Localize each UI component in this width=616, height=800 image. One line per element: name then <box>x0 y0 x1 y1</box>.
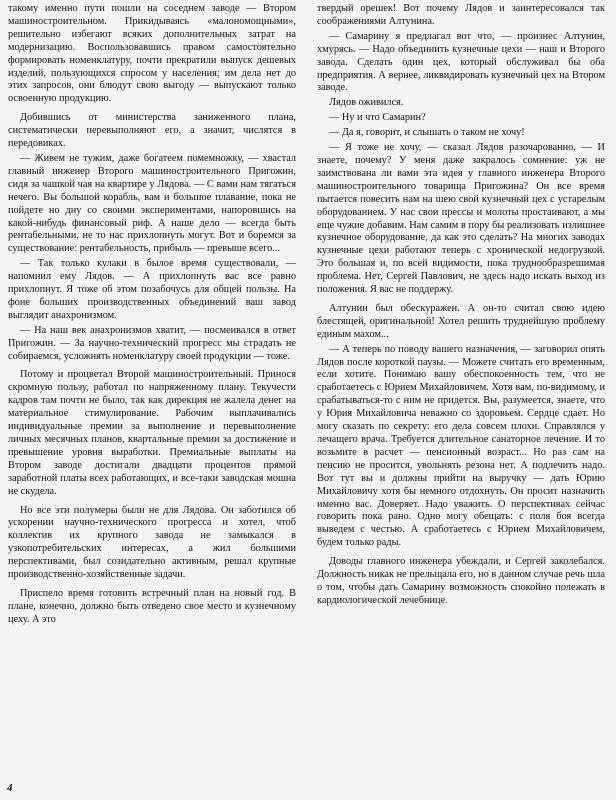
paragraph: — Живем не тужим, даже богатеем помемножку, — хвастал главный инженер Второго машиностроительного Пригожин, сидя за чашкой чая на квартире у Лядова. — С вами нам тягаться нечего. Вы большой корабль, вам и большое плавание, пока не пойдете но дну со своими экспериментами, напоровшись на какой-нибудь финансовый риф. А наше дело — всегда быть рентабельными, не то нас прихлопнуть могут. Вот и боремся за существование: рентабельность, прибыль — превыше всего... <box>8 152 296 255</box>
paragraph: — Ну и что Самарин? <box>329 112 426 124</box>
paragraph: Доводы главного инженера убеждали, и Сергей заколебался. Должность никак не прельщала его, но в данном случае речь шла о том, чтобы дать Самарину возможность спокойно полежать в кардиологической лечебнице. <box>317 556 605 606</box>
paragraph: Добившись от министерства заниженного плана, систематически перевыполняют его, а значит, числятся в передовиках. <box>8 112 296 150</box>
paragraph: Потому и процветал Второй машиностроительный. Принося скромную пользу, работал по напряженному плану. Текучести кадров там почти не было, так как дирекция не жалела денег на материальное стимулирование. Рабочим выплачивались индивидуальные премии за выполнение и перевыполнение личных месячных планов, квартальные премии за достижение и превышение уровня выработки. Премиальные выплаты на Втором заводе достигали двадцати процентов прямой заработной платы всех работающих, и все-таки заводская мошна не скудела. <box>8 369 296 497</box>
paragraph: Но все эти полумеры были не для Лядова. Он заботился об ускорении научно-технического прогресса и хотел, чтоб коллектив их крупного завода не замыкался в узкопотребительских интересах, а жил большими перспективами, был созидательно активным, решал крупные производственно-хозяйственные задачи. <box>8 504 296 581</box>
paragraph: — На наш век анахронизмов хватит, — посмеивался в ответ Пригожин. — За научно-технический прогресс мы страдать не собираемся, усложнять номенклатуру своей продукции — тоже. <box>8 324 296 362</box>
paragraph: Приспело время готовить встречный план на новый год. В плане, конечно, должно быть отведено свое место и кузнечному цеху. А это <box>8 587 296 625</box>
left-column <box>8 3 296 629</box>
paragraph: — Самарину я предлагал вот что, — произнес Алтунин, хмурясь. — Надо объединить кузнечные цехи — наш и Второго завода. Сделать один цех, который обслуживал бы оба предприятия. А вернее, ликвидировать кузнечный цех на Втором заводе. <box>317 30 605 94</box>
right-column <box>317 3 605 610</box>
paragraph: — Так только кулаки в былое время существовали, — напомнил ему Лядов. — А прихлопнуть вас все равно прихлопнут. Я тоже об этом позабочусь для общей пользы. На фоне больших производственных объединений ваш завод выглядит анахронизмом. <box>8 258 296 321</box>
paragraph: такому именно пути пошли на соседнем заводе — Втором машиностроительном. Прикидываясь «малономощными», решительно избегают всяких дополнительных затрат на модернизацию. Воспользовавшись правом самостоятельно формировать номенклатуру, почти прекратили выпуск дешевых изделий, пользующихся спросом у населения; им дела нет до этих запросов, они блюдут свою выгоду — выпускают только освоенную продукцию. <box>8 3 296 105</box>
paragraph: Алтунин был обескуражен. А он-то считал свою идею блестящей, оригинальной! Хотел решить труднейшую проблему единым махом... <box>317 302 605 340</box>
paragraph: твердый орешек! Вот почему Лядов и заинтересовался так соображениями Алтунина. <box>317 3 605 27</box>
paragraph: — А теперь по поводу вашего назначения, — заговорил опять Лядов после короткой паузы. — Можете считать его временным, если хотите. Понимаю вашу обеспокоенность тем, что не сработаетесь с Юрием Михайловичем. Хотя вам, по-видимому, и срабатываться-то с ним не придется. Вы, разумеется, знаете, что у Юрия Михайловича неважно со здоровьем. Сердце сдает. Но могу сказать по секрету: его дела совсем плохи. Справлялся у лечащего врача. Требуется длительное санаторное лечение. И то возьмите в расчет — пенсионный возраст... Но раз сам на пенсию не просится, увольнять резона нет. А подлечить надо. Вот тут вы и должны прийти на выручку — дать Юрию Михайловичу хотя бы немного отдохнуть. Он просит назначить именно вас. Доверяет. Надо уважить. О перспективах сейчас говорить пока рано. Одно могу обещать: с поля боя всегда выведем с честью. А сработаетесь с Юрием Михайловичем, будем только рады. <box>317 343 605 549</box>
paragraph: Лядов оживился. <box>329 97 404 109</box>
paragraph: — Да я, говорит, и слышать о таком не хочу! <box>329 127 525 139</box>
paragraph: — Я тоже не хочу, — сказал Лядов разочарованно. — И знаете, почему? У меня даже закралось сомнение: уж не заимствована ли вами эта идея у главного инженера Второго машиностроительного товарища Пригожина? Он все время пытается повесить нам на шею свой кузнечный цех с устарелым оборудованием. У нас свои прессы и молоты простаивают, а мы еще чужие добавим. Нам самим в пору бы реализовать излишнее кузнечное оборудование, да как это сделать? На многих заводах кузнечные цехи работают теперь с хронической недогрузкой. Это большая и, по всей видимости, пока труднообразрешимая проблема. Нет, Сергей Павлович, не здесь надо искать выход из положения. Я вас не поддержу. <box>317 142 605 296</box>
page-number: 4 <box>7 782 13 794</box>
